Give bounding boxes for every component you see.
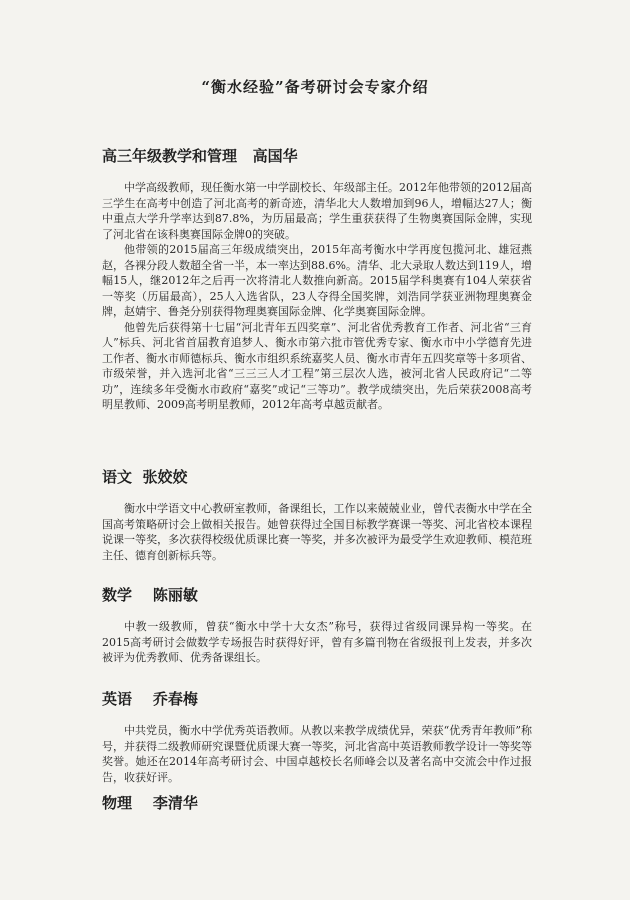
section-heading: 数学 陈丽敏: [102, 586, 198, 604]
bio-paragraph: 他带领的2015届高三年级成绩突出，2015年高考衡水中学再度包揽河北、雄冠燕赵，各裸分段人数超全省一半，本一率达到88.6%。清华、北大录取人数达到119人，增幅15人，继2012年之后再一次将清北人数推向新高。2015届学科奥赛有104人荣获省一等奖（历届最高），25人入选省队，23人夺得全国奖牌，刘浩同学获亚洲物理奥赛金牌，赵婧宇、鲁尧分别获得物理奥赛国际金牌、化学奥赛国际金牌。: [102, 243, 532, 318]
expert-section-zhang-jiaojiao: [102, 466, 532, 563]
section-heading: 语文 张姣姣: [102, 468, 188, 486]
section-heading: 英语 乔春梅: [102, 690, 198, 708]
document-title: “衡水经验”备考研讨会专家介绍: [201, 78, 429, 96]
bio-paragraph: 中学高级教师，现任衡水第一中学副校长、年级部主任。2012年他带领的2012届高三学生在高考中创造了河北高考的新奇迹，清华北大人数增加到96人，增幅达27人；衡中重点大学升学率达到87.8%，为历届最高；学生重获获得了生物奥赛国际金牌，实现了河北省在该科奥赛国际金牌0的突破。: [102, 181, 532, 241]
bio-paragraph: 中共党员，衡水中学优秀英语教师。从教以来教学成绩优异，荣获“优秀青年教师”称号，并获得二级教师研究课暨优质课大赛一等奖，河北省高中英语教师教学设计一等奖等奖誉。她还在2014年高考研讨会、中国卓越校长名师峰会以及著名高中交流会中作过报告，收获好评。: [102, 724, 532, 784]
bio-paragraph: 他曾先后获得第十七届“河北青年五四奖章”、河北省优秀教育工作者、河北省“三育人”标兵、河北省首届教育追梦人、衡水市第六批市管优秀专家、衡水市中小学德育先进工作者、衡水市师德标兵、衡水市组织系统嘉奖人员、衡水市青年五四奖章等十多项省、市级荣誉，并入选河北省“三三三人才工程”第三层次人选，被河北省人民政府记“二等功”，连续多年受衡水市政府“嘉奖”或记“三等功”。教学成绩突出，先后荣获2008高考明星教师、2009高考明星教师，2012年高考卓越贡献者。: [102, 320, 532, 411]
expert-section-gao-guohua: [102, 145, 532, 413]
expert-section-li-qinghua: [102, 792, 532, 827]
section-heading: 高三年级教学和管理 高国华: [102, 147, 298, 165]
section-heading: 物理 李清华: [102, 794, 198, 812]
bio-paragraph: 中教一级教师，曾获“衡水中学十大女杰”称号，获得过省级同课异构一等奖。在2015高考研讨会做数学专场报告时获得好评，曾有多篇刊物在省级报刊上发表，并多次被评为优秀教师、优秀备课组长。: [102, 620, 532, 664]
bio-paragraph: 衡水中学语文中心教研室教师，备课组长，工作以来兢兢业业，曾代表衡水中学在全国高考策略研讨会上做相关报告。她曾获得过全国目标教学赛课一等奖、河北省校本课程说课一等奖，多次获得校级优质课比赛一等奖，并多次被评为最受学生欢迎教师、模范班主任、德育创新标兵等。: [102, 502, 532, 562]
expert-section-qiao-chunmei: [102, 688, 532, 785]
expert-section-chen-limin: [102, 584, 532, 666]
